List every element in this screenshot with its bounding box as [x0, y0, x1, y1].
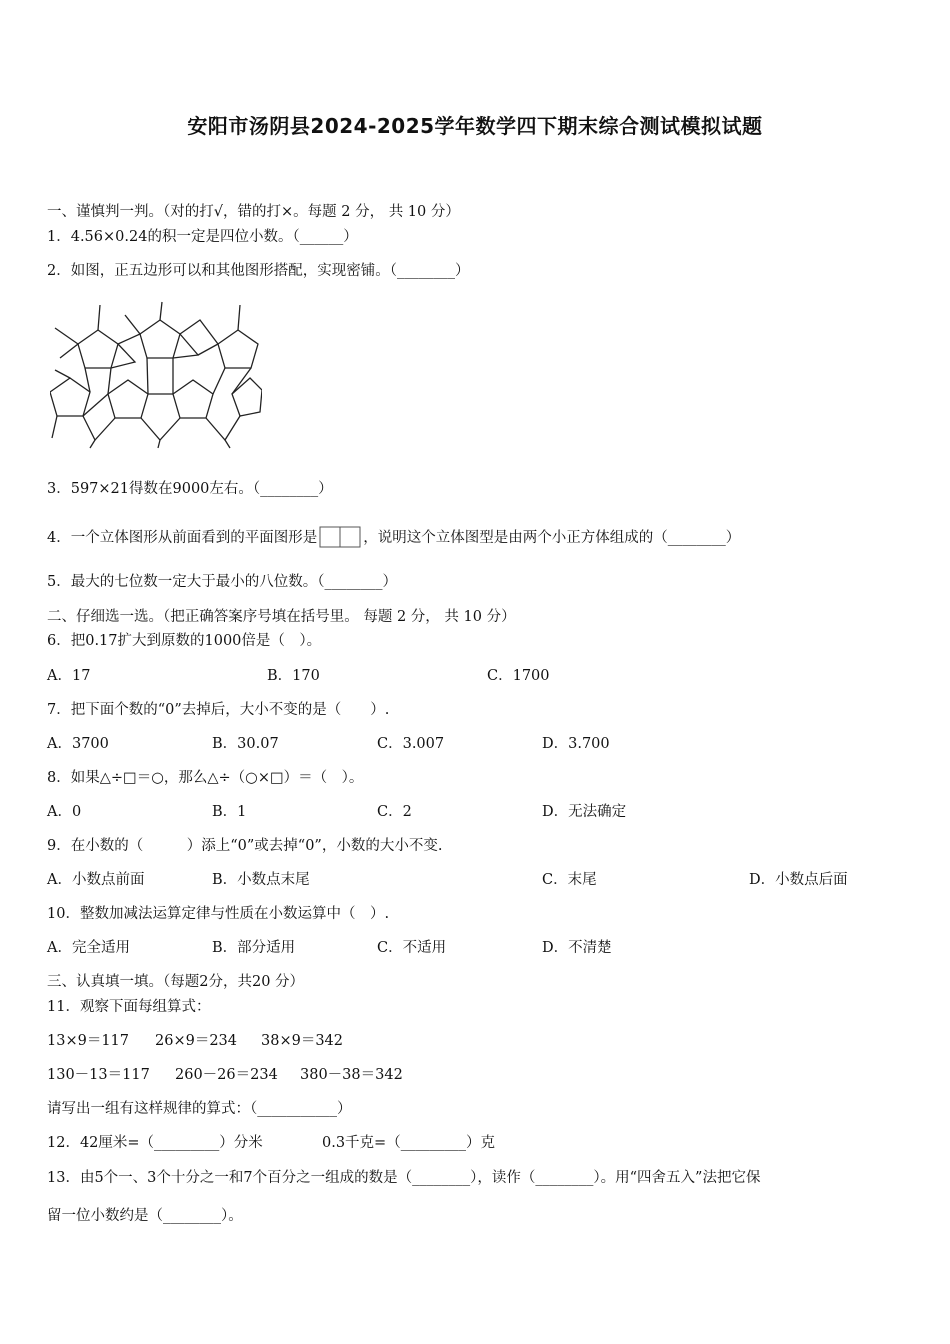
question-13-line-1: 13．由5个一、3个十分之一和7个百分之一组成的数是（________），读作（________）。用“四舍五入”法把它保 [47, 1170, 761, 1186]
section-heading-1: 一、谨慎判一判。（对的打√，错的打×。每题 2 分， 共 10 分） [47, 204, 460, 220]
pentagon-shape [108, 380, 148, 418]
section-heading-2: 二、仔细选一选。（把正确答案序号填在括号里。 每题 2 分， 共 10 分） [47, 609, 516, 625]
star-edge [160, 302, 162, 320]
section-heading-3: 三、认真填一填。（每题2分，共20 分） [47, 974, 305, 990]
q7-option-b: B．30.07 [212, 736, 279, 752]
star-edge [213, 368, 225, 394]
star-edge [147, 358, 148, 394]
star-edge [55, 370, 70, 378]
q11-equation: 260－26＝234 [175, 1067, 278, 1083]
star-edge [141, 418, 180, 440]
q11-equation: 13×9＝117 [47, 1033, 130, 1049]
q8-option-c: C．2 [377, 804, 412, 820]
q8-option-a: A．0 [47, 804, 82, 820]
question-4-text-before: 4．一个立体图形从前面看到的平面图形是 [47, 530, 318, 546]
q10-option-d: D．不清楚 [542, 940, 612, 956]
question-9: 9．在小数的（ ）添上“0”或去掉“0”，小数的大小不变. [47, 838, 443, 854]
q11-equation: 26×9＝234 [155, 1033, 238, 1049]
question-10: 10．整数加减法运算定律与性质在小数运算中（ ）. [47, 906, 390, 922]
q8-option-b: B．1 [212, 804, 247, 820]
q6-option-b: B．170 [267, 668, 320, 684]
question-3: 3．597×21得数在9000左右。（________） [47, 481, 333, 497]
pentagon-shape [50, 378, 90, 416]
pentagon-shape [78, 330, 118, 368]
question-1: 1．4.56×0.24的积一定是四位小数。（______） [47, 229, 358, 245]
pentagon-shape [173, 380, 213, 418]
q11-equation: 380－38＝342 [300, 1067, 403, 1083]
question-4 [47, 526, 740, 548]
q11-equation: 130－13＝117 [47, 1067, 150, 1083]
star-edge [52, 416, 57, 438]
question-12-part-b: 0.3千克=（_________）克 [322, 1135, 495, 1151]
q7-option-c: C．3.007 [377, 736, 445, 752]
star-edge [108, 368, 111, 394]
star-edge [90, 440, 95, 448]
question-4-text-after: ，说明这个立体图型是由两个小正方体组成的（________） [363, 530, 741, 546]
pentagon-shape [232, 378, 262, 416]
question-6: 6．把0.17扩大到原数的1000倍是（ ）。 [47, 633, 322, 649]
star-edge [83, 416, 115, 440]
star-edge [158, 440, 160, 448]
question-11: 11．观察下面每组算式： [47, 999, 211, 1015]
question-8: 8．如果△÷□＝○，那么△÷（○×□）＝（ ）。 [47, 770, 364, 786]
question-5: 5．最大的七位数一定大于最小的八位数。（________） [47, 574, 397, 590]
question-7: 7．把下面个数的“0”去掉后，大小不变的是（ ）. [47, 702, 390, 718]
pentagon-shape [218, 330, 258, 368]
star-edge [206, 416, 240, 440]
q10-option-a: A．完全适用 [47, 940, 130, 956]
question-12-part-a: 12．42厘米=（_________）分米 [47, 1135, 263, 1151]
star-edge [98, 305, 100, 330]
star-edge [238, 305, 240, 330]
star-edge [232, 368, 251, 394]
q9-option-c: C．末尾 [542, 872, 597, 888]
question-13-line-2: 留一位小数约是（________）。 [47, 1208, 243, 1224]
question-11-prompt: 请写出一组有这样规律的算式：（___________） [47, 1101, 352, 1117]
star-edge [198, 344, 218, 355]
page-title: 安阳市汤阴县2024-2025学年数学四下期末综合测试模拟试题 [187, 114, 763, 138]
q11-equation: 38×9＝342 [261, 1033, 344, 1049]
q10-option-b: B．部分适用 [212, 940, 296, 956]
q6-option-c: C．1700 [487, 668, 550, 684]
pentagon-tiling-figure [50, 300, 262, 450]
star-edge [118, 315, 140, 344]
two-squares-figure [319, 526, 361, 548]
q9-option-a: A．小数点前面 [47, 872, 145, 888]
star-edge [225, 440, 230, 448]
q9-option-d: D．小数点后面 [749, 872, 848, 888]
q9-option-b: B．小数点末尾 [212, 872, 310, 888]
star-edge [55, 328, 78, 358]
q10-option-c: C．不适用 [377, 940, 447, 956]
pentagon-shape [140, 320, 180, 358]
q7-option-d: D．3.700 [542, 736, 610, 752]
q7-option-a: A．3700 [47, 736, 109, 752]
question-2: 2．如图，正五边形可以和其他图形搭配，实现密铺。（________） [47, 263, 470, 279]
q8-option-d: D．无法确定 [542, 804, 627, 820]
q6-option-a: A．17 [47, 668, 91, 684]
